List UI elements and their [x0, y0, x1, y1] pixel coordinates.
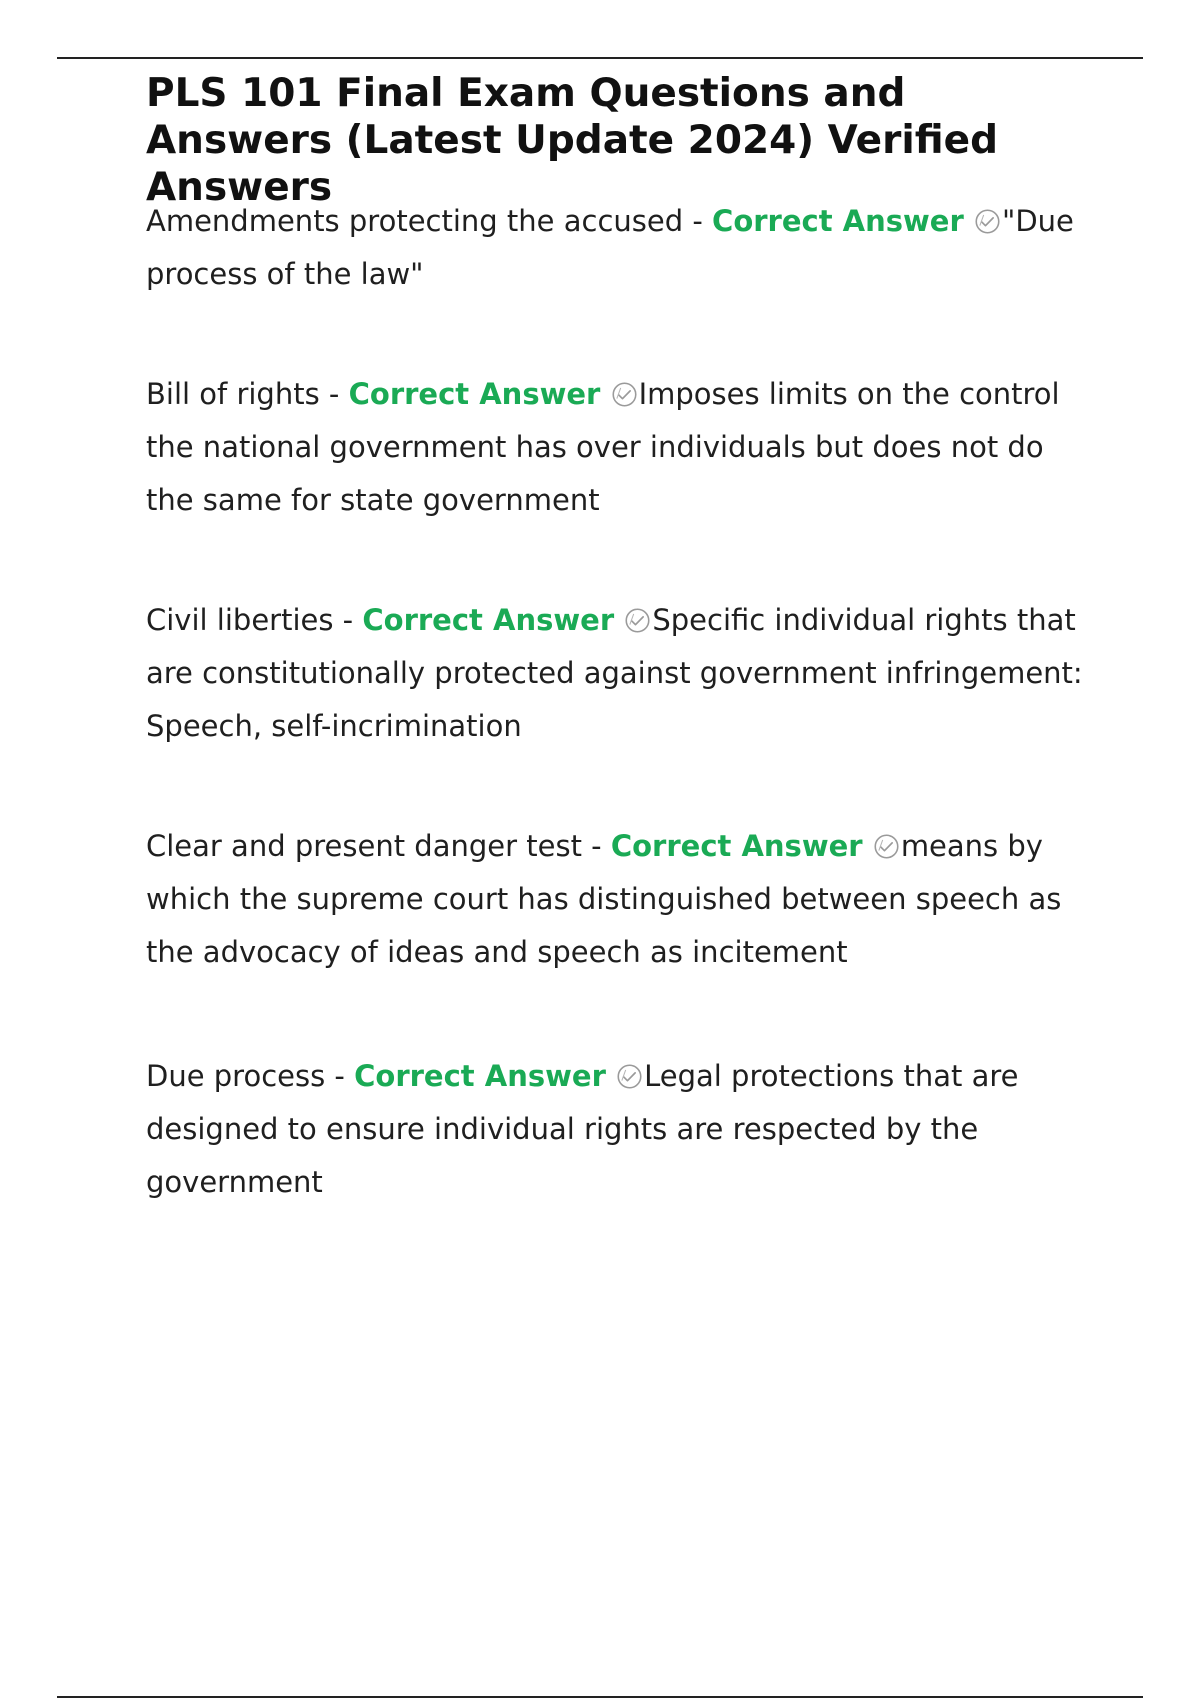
qa-term: Civil liberties: [146, 603, 334, 637]
correct-answer-label: Correct Answer: [610, 829, 863, 863]
qa-answer: "Due process of the law": [146, 204, 1074, 291]
qa-item: [146, 368, 1096, 527]
qa-separator: -: [333, 603, 363, 637]
qa-separator: -: [581, 829, 611, 863]
correct-answer-label: Correct Answer: [348, 377, 601, 411]
check-circle-icon: [873, 824, 900, 851]
qa-separator: -: [319, 377, 349, 411]
check-circle-icon: [616, 1054, 643, 1081]
top-divider: [57, 57, 1143, 59]
document-title: PLS 101 Final Exam Questions and Answers (Latest Update 2024) Verified Answers: [146, 71, 999, 210]
qa-separator: -: [325, 1059, 355, 1093]
document-body: [146, 70, 1096, 1209]
bottom-divider: [57, 1696, 1143, 1698]
check-circle-icon: [611, 372, 638, 399]
qa-answer: Specific individual rights that are constitutionally protected against government infringement: Speech, self-incrimination: [146, 603, 1083, 743]
qa-term: Due process: [146, 1059, 326, 1093]
correct-answer-label: Correct Answer: [712, 204, 964, 238]
qa-item: [146, 820, 1096, 979]
check-circle-icon: [624, 598, 651, 625]
qa-term: Bill of rights: [146, 377, 320, 411]
qa-item: [146, 1050, 1096, 1209]
qa-term: Clear and present danger test: [146, 829, 582, 863]
correct-answer-label: Correct Answer: [354, 1059, 606, 1093]
qa-answer: means by which the supreme court has distinguished between speech as the advocacy of ideas and speech as incitement: [146, 829, 1062, 969]
qa-item: [146, 195, 1096, 301]
qa-answer: Legal protections that are designed to ensure individual rights are respected by the government: [146, 1059, 1019, 1199]
qa-answer: Imposes limits on the control the national government has over individuals but does not do the same for state government: [146, 377, 1060, 517]
qa-item: [146, 594, 1096, 753]
qa-term: Amendments protecting the accused: [146, 204, 684, 238]
check-circle-icon: [974, 199, 1001, 226]
qa-separator: -: [683, 204, 713, 238]
correct-answer-label: Correct Answer: [362, 603, 615, 637]
